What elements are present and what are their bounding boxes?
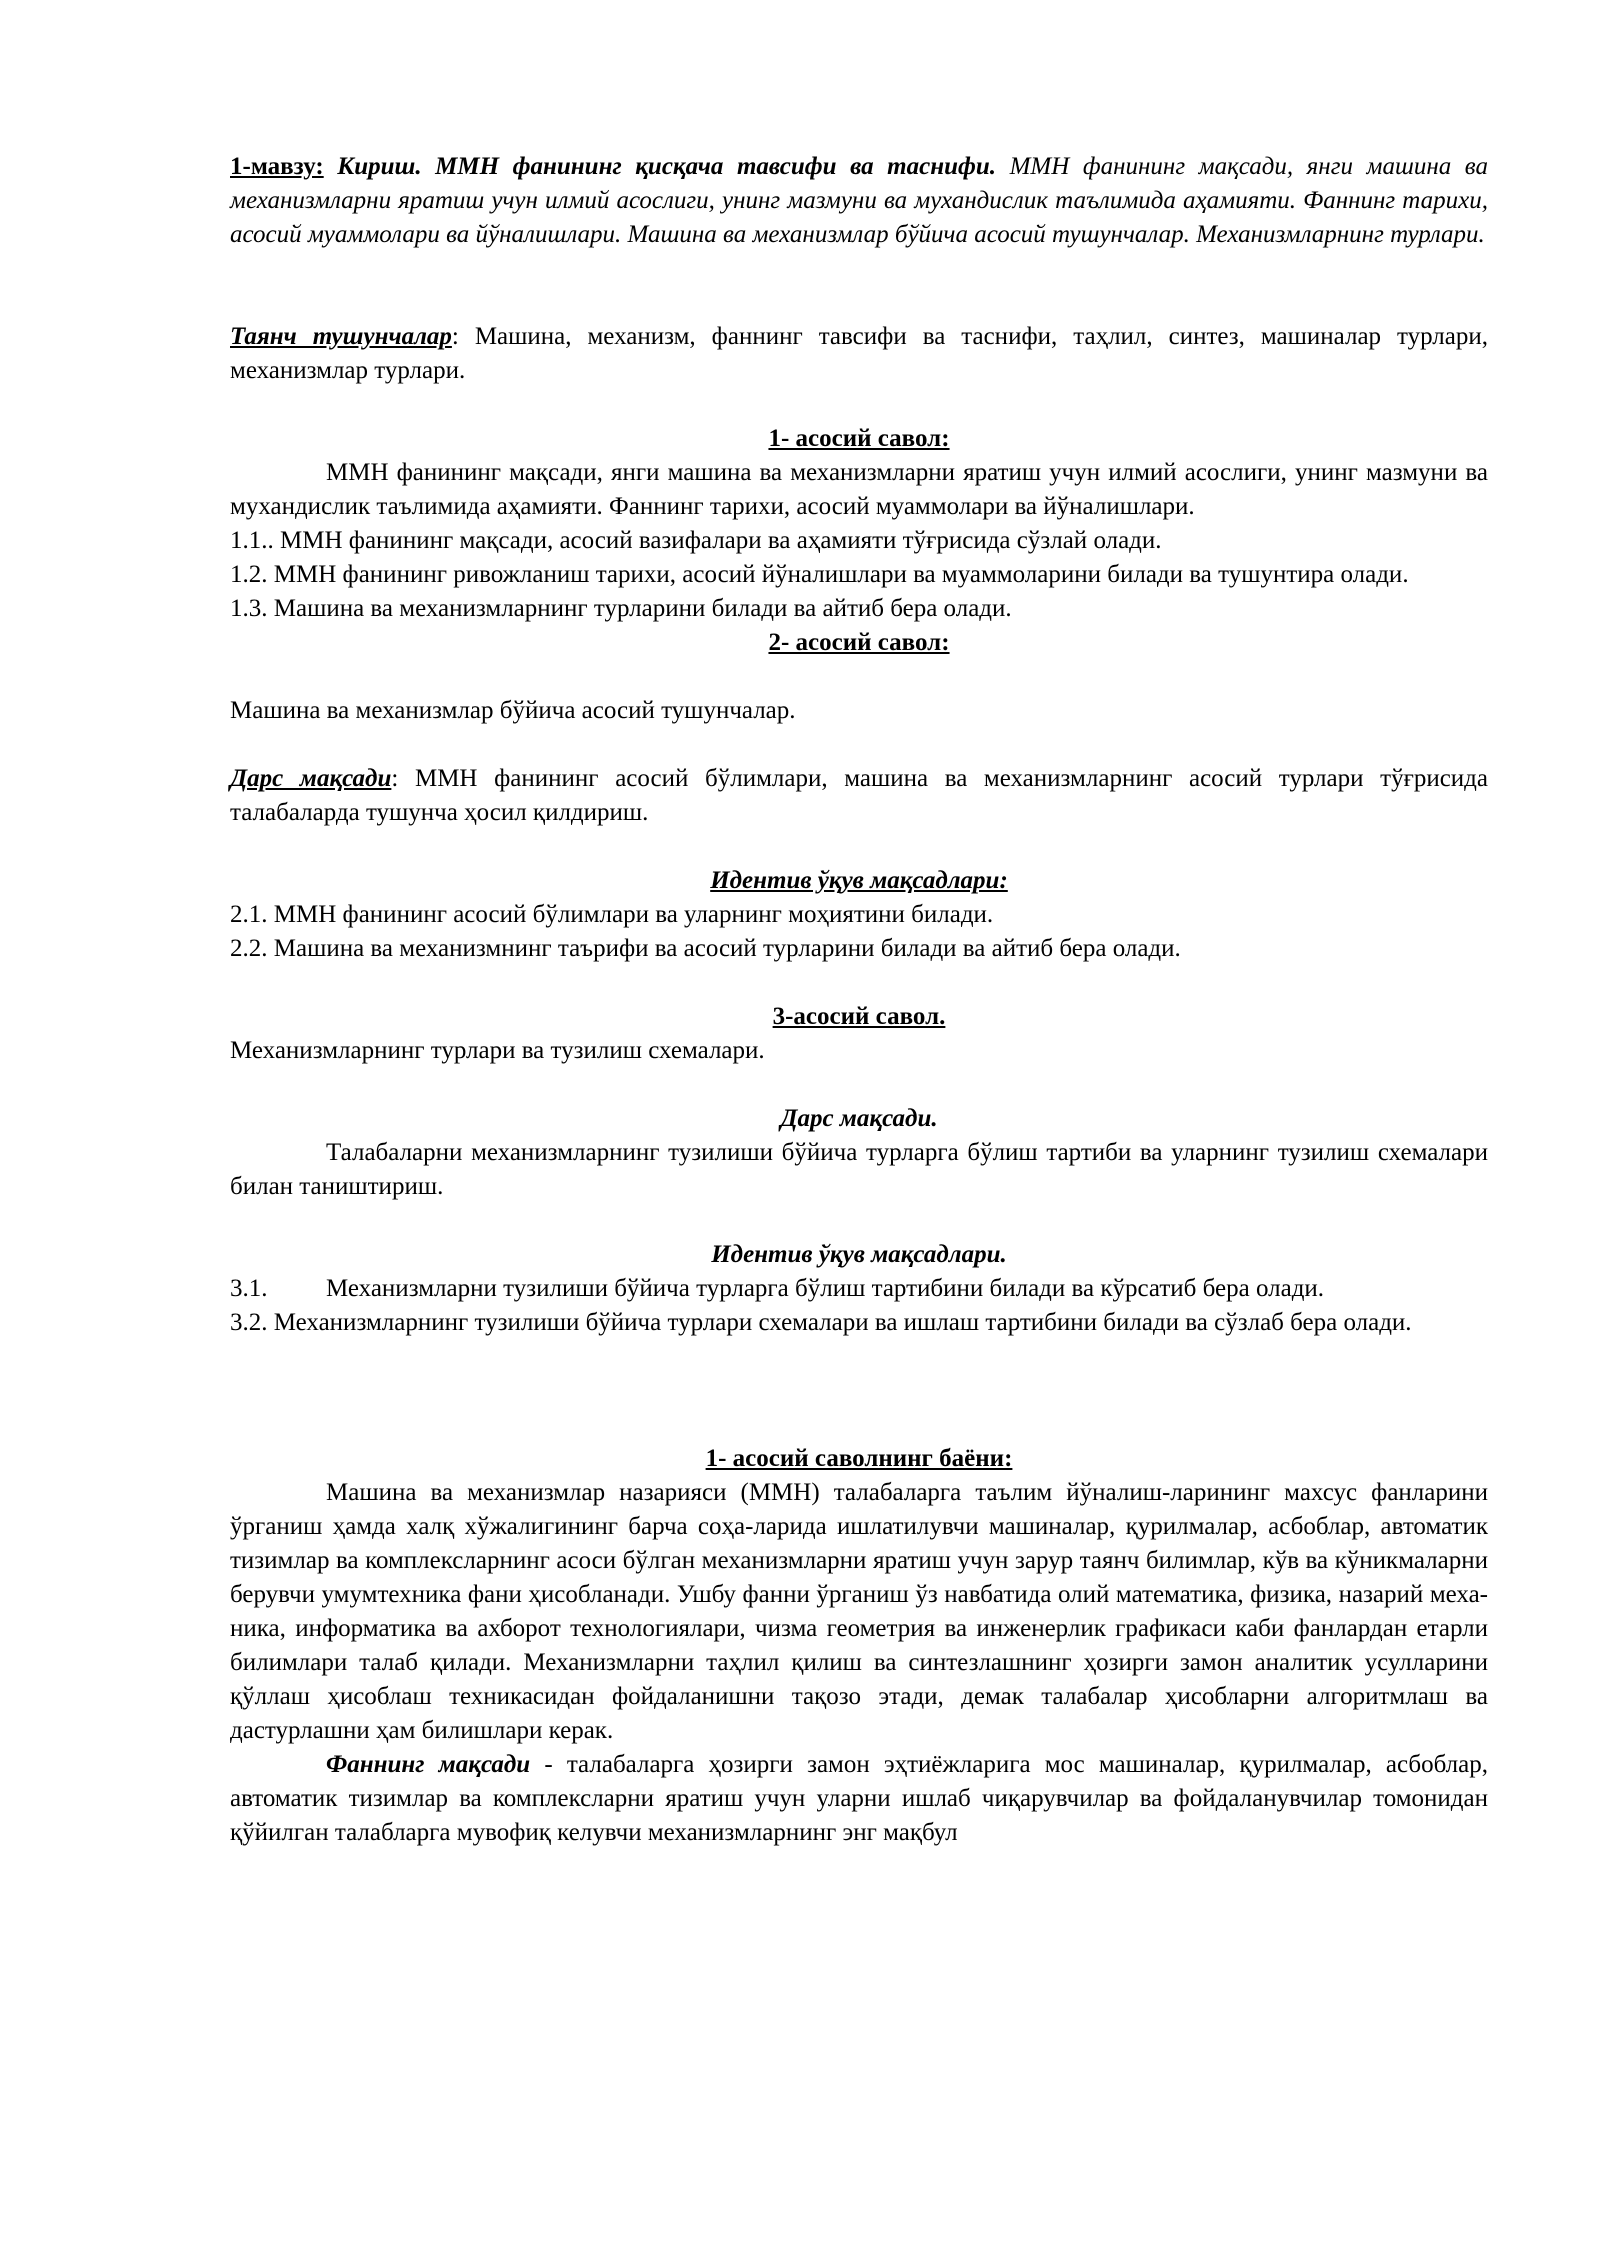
- q2-heading: 2- асосий савол:: [768, 629, 950, 656]
- topic-paragraph: [230, 150, 1488, 252]
- spacer: [230, 1068, 1488, 1102]
- q3-item-1-text: Механизмларни тузилиши бўйича турларга бўлиш тартибини билади ва кўрсатиб бера олади.: [326, 1275, 1325, 1302]
- key-concepts-paragraph: [230, 320, 1488, 388]
- q2-item-1: 2.1. ММН фанининг асосий бўлимлари ва уларнинг моҳиятини билади.: [230, 901, 994, 928]
- exposition-goal-text: - талабаларга ҳозирги замон эҳтиёжларига мос машиналар, қурилмалар, асбоблар, автоматик тизимлар ва комплексларни яратиш учун уларни ишлаб чиқарувчилар ва фойдаланувчилар томонидан қўйилган талабларга мувофиқ келувчи механизмларнинг энг мақбул: [230, 1751, 1488, 1846]
- q3-goal-heading: Дарс мақсади.: [780, 1105, 938, 1132]
- spacer: [230, 830, 1488, 864]
- q2-text: Машина ва механизмлар бўйича асосий тушунчалар.: [230, 697, 796, 724]
- q2-goal-text: : ММН фанининг асосий бўлимлари, машина ва механизмларнинг асосий турлари тўғрисида талабаларда тушунча ҳосил қилдириш.: [230, 765, 1488, 826]
- q3-item-1: [230, 1272, 1488, 1306]
- q3-item-1-number: 3.1.: [230, 1275, 268, 1302]
- exposition-heading: 1- асосий саволнинг баёни:: [705, 1445, 1013, 1472]
- key-concepts-label: Таянч тушунчалар: [230, 323, 452, 350]
- exposition-goal-label: Фаннинг мақсади: [326, 1751, 531, 1778]
- q1-item-2: 1.2. ММН фанининг ривожланиш тарихи, асосий йўналишлари ва муаммоларини билади ва тушунтира олади.: [230, 561, 1409, 588]
- q2-goal-paragraph: [230, 762, 1488, 830]
- spacer: [230, 1204, 1488, 1238]
- q3-item-2: 3.2. Механизмларнинг тузилиши бўйича турлари схемалари ва ишлаш тартибини билади ва сўзлаб бера олади.: [230, 1309, 1412, 1336]
- q2-goal-label: Дарс мақсади: [230, 765, 392, 792]
- topic-title: Кириш. ММН фанининг қисқача тавсифи ва таснифи.: [337, 153, 997, 180]
- q1-text: ММН фанининг мақсади, янги машина ва механизмларни яратиш учун илмий асослиги, унинг мазмуни ва мухандислик таълимида аҳамияти. Фаннинг тарихи, асосий муаммолари ва йўналишлари.: [230, 459, 1488, 520]
- q3-goal-text: Талабаларни механизмларнинг тузилиши бўйича турларга бўлиш тартиби ва уларнинг тузилиш схемалари билан таништириш.: [230, 1139, 1488, 1200]
- spacer: [230, 1340, 1488, 1442]
- q1-item-3: 1.3. Машина ва механизмларнинг турларини билади ва айтиб бера олади.: [230, 595, 1012, 622]
- key-concepts-text: : Машина, механизм, фаннинг тавсифи ва таснифи, таҳлил, синтез, машиналар турлари, механизмлар турлари.: [230, 323, 1488, 384]
- spacer: [230, 966, 1488, 1000]
- topic-description: ММН фанининг мақсади, янги машина ва механизмларни яратиш учун илмий асослиги, унинг мазмуни ва мухандислик таълимида аҳамияти. Фаннинг тарихи, асосий муаммолари ва йўналишлари. Машина ва механизмлар бўйича асосий тушунчалар. Механизмларнинг турлари.: [230, 153, 1488, 248]
- spacer: [230, 728, 1488, 762]
- spacer: [230, 660, 1488, 694]
- q3-heading: 3-асосий савол.: [772, 1003, 946, 1030]
- q1-item-1: 1.1.. ММН фанининг мақсади, асосий вазифалари ва аҳамияти тўғрисида сўзлай олади.: [230, 527, 1162, 554]
- spacer: [230, 252, 1488, 320]
- spacer: [230, 388, 1488, 422]
- topic-label: 1-мавзу:: [230, 153, 324, 180]
- q3-ident-heading: Идентив ўқув мақсадлари.: [711, 1241, 1007, 1268]
- q3-text: Механизмларнинг турлари ва тузилиш схемалари.: [230, 1037, 765, 1064]
- q2-item-2: 2.2. Машина ва механизмнинг таърифи ва асосий турларини билади ва айтиб бера олади.: [230, 935, 1181, 962]
- document-page: [230, 150, 1488, 1850]
- q1-heading: 1- асосий савол:: [768, 425, 950, 452]
- exposition-paragraph-2: [230, 1748, 1488, 1850]
- q2-ident-heading: Идентив ўқув мақсадлари:: [710, 867, 1008, 894]
- exposition-paragraph-1: Машина ва механизмлар назарияси (ММН) талабаларга таълим йўналиш-ларининг махсус фанларини ўрганиш ҳамда халқ хўжалигининг барча соҳа-ларида ишлатилувчи машиналар, қурилмалар, асбоблар, автоматик тизимлар ва комплексларнинг асоси бўлган механизмларни яратиш учун зарур таянч билимлар, кўв ва кўникмаларни берувчи умумтехника фани ҳисобланади. Ушбу фанни ўрганиш ўз навбатида олий математика, физика, назарий меха-ника, информатика ва ахборот технологиялари, чизма геометрия ва инженерлик графикаси каби фанлардан етарли билимлари талаб қилади. Механизмларни таҳлил қилиш ва синтезлашнинг ҳозирги замон аналитик усулларини қўллаш ҳисоблаш техникасидан фойдаланишни тақозо этади, демак талабалар ҳисобларни алгоритмлаш ва дастурлашни ҳам билишлари керак.: [230, 1479, 1488, 1744]
